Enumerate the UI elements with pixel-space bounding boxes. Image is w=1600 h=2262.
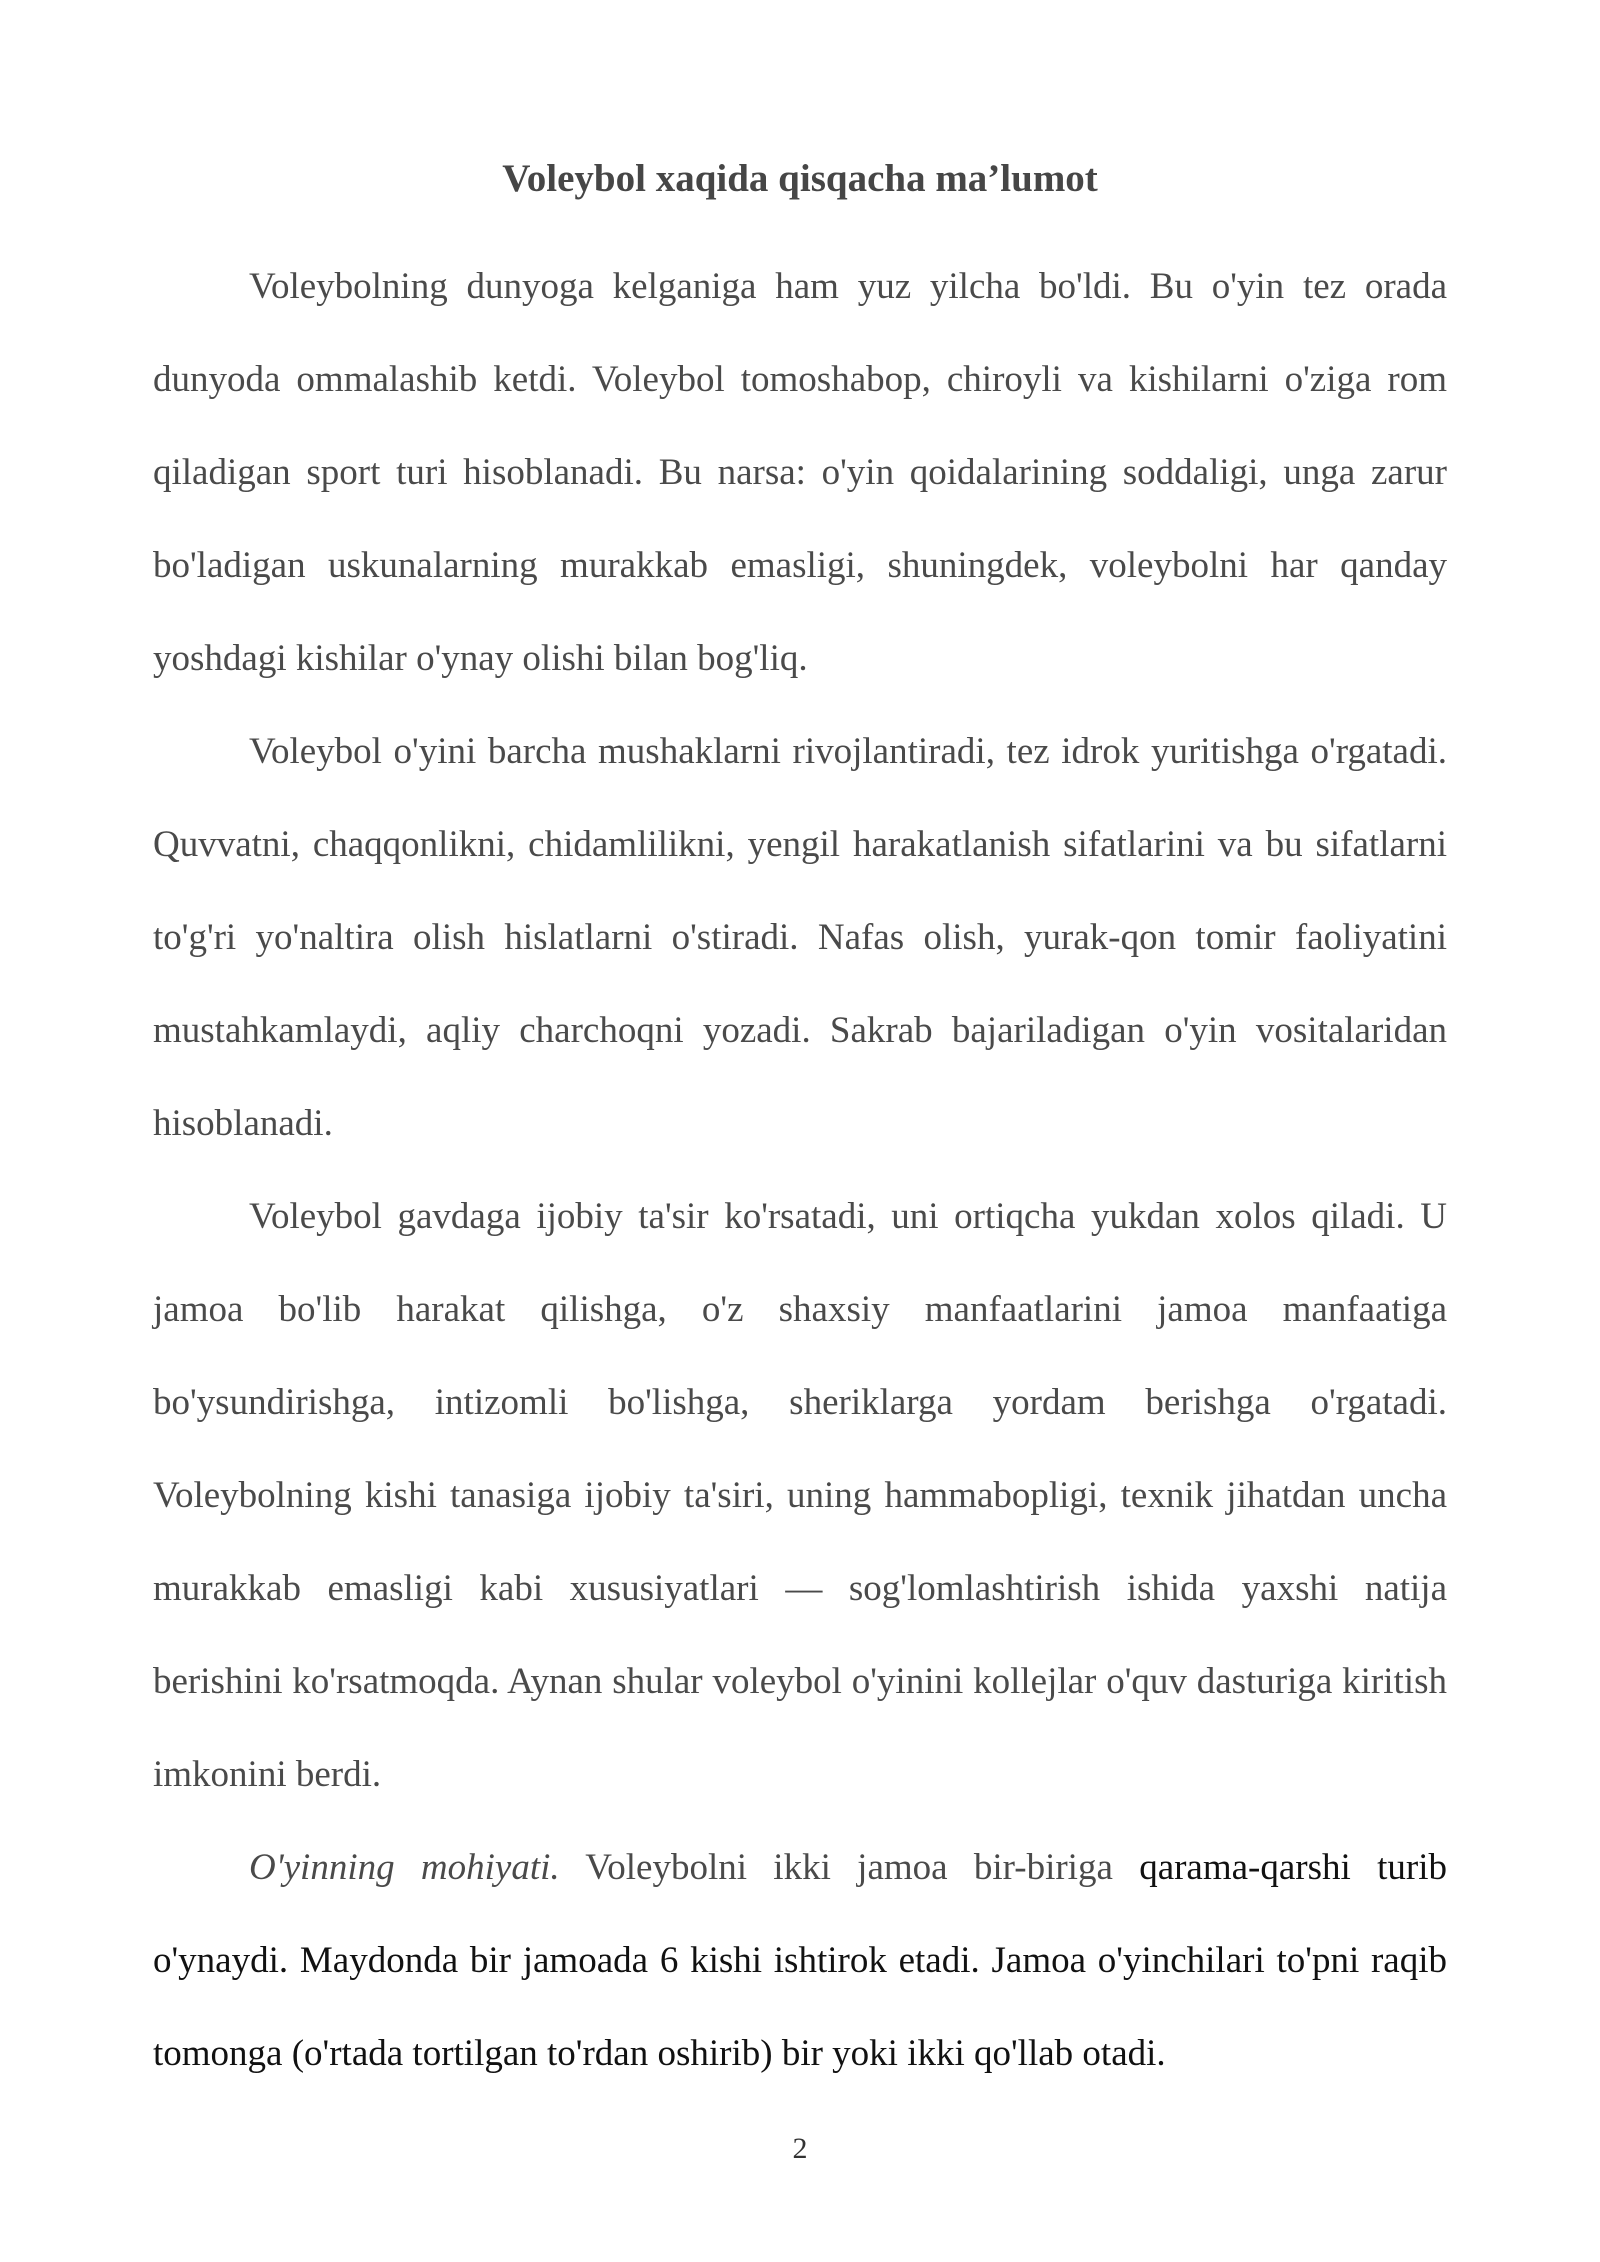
- document-title: Voleybol xaqida qisqacha ma’lumot: [502, 157, 1098, 200]
- page-number: 2: [792, 2132, 808, 2165]
- paragraph-1: Voleybolning dunyoga kelganiga ham yuz yilcha bo'ldi. Bu o'yin tez orada dunyoda ommalashib ketdi. Voleybol tomoshabop, chiroyli va kishilarni o'ziga rom qiladigan sport turi hisoblanadi. Bu narsa: o'yin qoidalarining soddaligi, unga zarur bo'ladigan uskunalarning murakkab emasligi, shuningdek, voleybolni har qanday yoshdagi kishilar o'ynay olishi bilan bog'liq.: [153, 266, 1447, 679]
- paragraph-4: [153, 1821, 1447, 2100]
- document-body: [153, 148, 1447, 2100]
- paragraph-4-lead: O'yinning mohiyati.: [249, 1847, 560, 1888]
- paragraph-3: Voleybol gavdaga ijobiy ta'sir ko'rsatadi, uni ortiqcha yukdan xolos qiladi. U jamoa bo'lib harakat qilishga, o'z shaxsiy manfaatlarini jamoa manfaatiga bo'ysundirishga, intizomli bo'lishga, sheriklarga yordam berishga o'rgatadi. Voleybolning kishi tanasiga ijobiy ta'siri, uning hammabopligi, texnik jihatdan uncha murakkab emasligi kabi xususiyatlari — sog'lomlashtirish ishida yaxshi natija berishini ko'rsatmoqda. Aynan shular voleybol o'yinini kollejlar o'quv dasturiga kiritish imkonini berdi.: [153, 1196, 1447, 1795]
- paragraph-4-grey-text: Voleybolni ikki jamoa bir-biriga: [559, 1847, 1140, 1888]
- paragraph-2: Voleybol o'yini barcha mushaklarni rivojlantiradi, tez idrok yuritishga o'rgatadi. Quvvatni, chaqqonlikni, chidamlilikni, yengil harakatlanish sifatlarini va bu sifatlarni to'g'ri yo'naltira olish hislatlarni o'stiradi. Nafas olish, yurak-qon tomir faoliyatini mustahkamlaydi, aqliy charchoqni yozadi. Sakrab bajariladigan o'yin vositalaridan hisoblanadi.: [153, 731, 1447, 1144]
- paragraph-4-dark-text: qarama-qarshi turib o'ynaydi. Maydonda bir jamoada 6 kishi ishtirok etadi. Jamoa o'yinchilari to'pni raqib tomonga (o'rtada tortilgan to'rdan oshirib) bir yoki ikki qo'llab otadi.: [153, 1847, 1447, 2074]
